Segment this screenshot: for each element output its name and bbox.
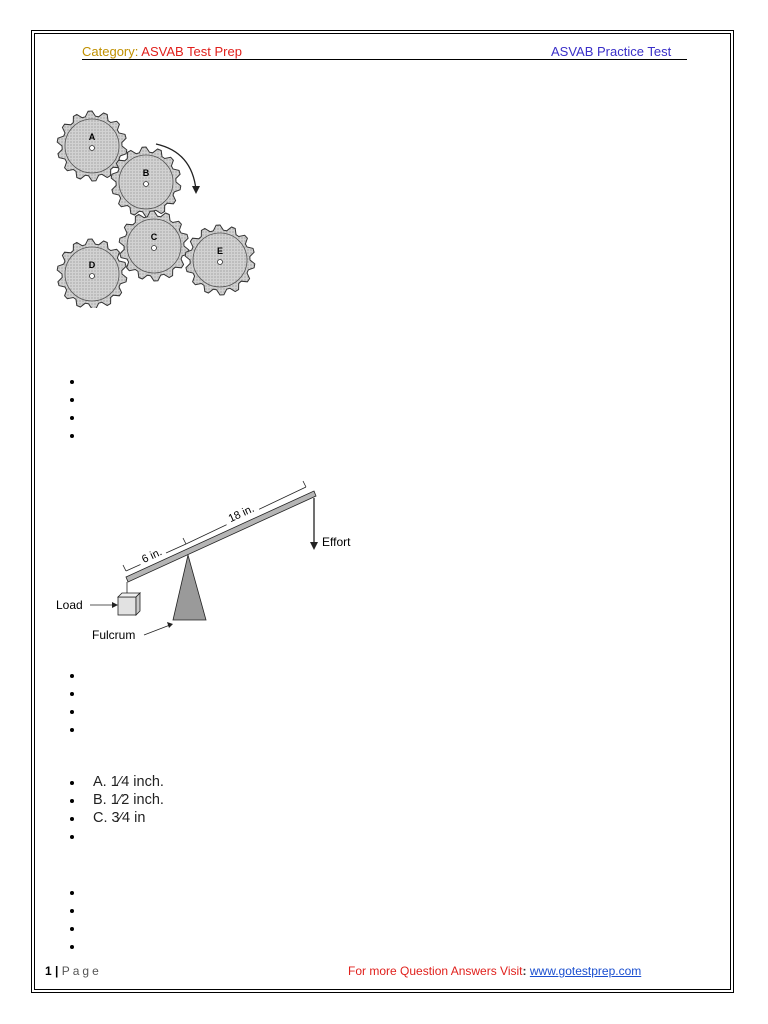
gear-b xyxy=(111,147,181,217)
gear-e xyxy=(185,225,255,295)
header-category xyxy=(82,44,242,59)
page-number xyxy=(45,964,102,978)
list-item xyxy=(62,721,93,739)
visit-colon: : xyxy=(522,964,527,978)
answer-option-b: B. 1⁄2 inch. xyxy=(62,791,164,809)
list-item xyxy=(62,372,93,390)
list-item xyxy=(62,883,93,901)
list-item xyxy=(62,684,93,702)
answer-option-c: C. 3⁄4 in xyxy=(62,809,164,827)
category-label: Category xyxy=(82,44,135,59)
category-value: ASVAB Test Prep xyxy=(141,44,242,59)
answer-option-a: A. 1⁄4 inch. xyxy=(62,773,164,791)
gear-d xyxy=(57,239,127,308)
category-colon: : xyxy=(134,44,139,59)
page-word: Page xyxy=(61,964,102,978)
effort-label: Effort xyxy=(322,535,351,549)
header-title: ASVAB Practice Test xyxy=(551,44,672,59)
answer-list xyxy=(62,773,164,846)
list-item xyxy=(62,427,93,445)
lever-diagram xyxy=(52,470,372,650)
bullet-list-1 xyxy=(62,372,93,445)
visit-text: For more Question Answers Visit xyxy=(348,964,523,978)
footer-visit xyxy=(348,964,641,978)
list-item xyxy=(62,901,93,919)
page-number-value: 1 xyxy=(45,964,52,978)
gear-label: C xyxy=(150,232,158,242)
page-separator: | xyxy=(55,964,59,978)
short-arm-label: 6 in. xyxy=(140,546,164,566)
list-item xyxy=(62,666,93,684)
gear-diagram xyxy=(52,108,262,308)
bullet-list-4 xyxy=(62,883,93,956)
list-item xyxy=(62,938,93,956)
gear-label: A xyxy=(88,132,96,142)
long-arm-label: 18 in. xyxy=(226,502,257,526)
list-item xyxy=(62,408,93,426)
list-item xyxy=(62,390,93,408)
list-item xyxy=(62,919,93,937)
website-link[interactable]: www.gotestprep.com xyxy=(529,964,642,978)
gear-label: E xyxy=(216,246,224,256)
list-item xyxy=(62,702,93,720)
gear-label: D xyxy=(88,260,96,270)
bullet-list-2 xyxy=(62,666,93,739)
header-rule xyxy=(82,59,687,60)
gear-c xyxy=(119,211,189,281)
fulcrum-label: Fulcrum xyxy=(92,628,136,642)
list-item xyxy=(62,828,164,846)
gear-label: B xyxy=(142,168,150,178)
gear-a xyxy=(57,111,127,181)
load-label: Load xyxy=(56,598,83,612)
